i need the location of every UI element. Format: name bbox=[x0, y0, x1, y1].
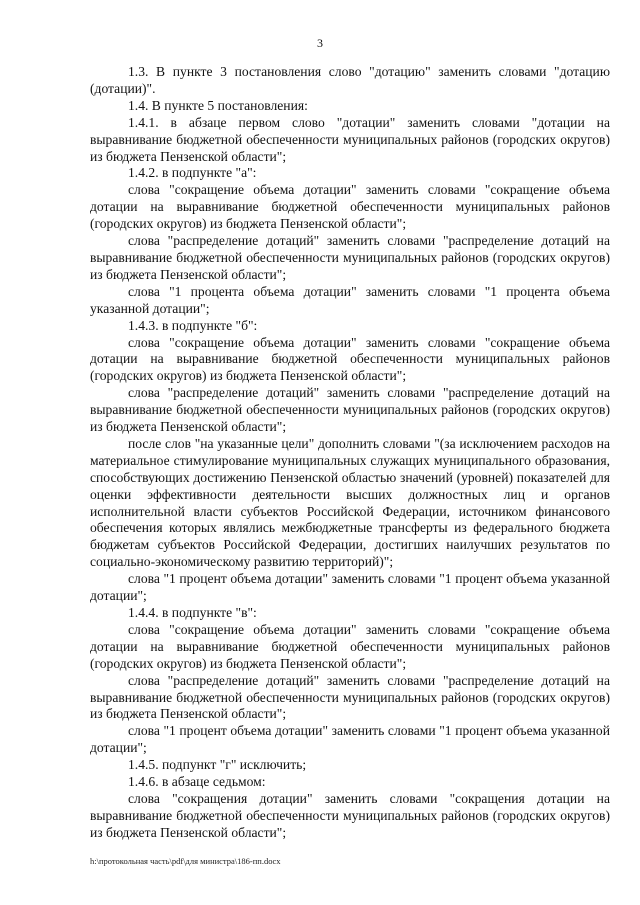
paragraph-text: слова "сокращение объема дотации" заменить словами "сокращение объема дотации на выравнивание бюджетной обеспеченности муниципальных районов (городских округов) из бюджета Пензенской области"; bbox=[90, 182, 610, 232]
paragraph-text: слова "распределение дотаций" заменить словами "распределение дотаций на выравнивание бюджетной обеспеченности муниципальных районов (городских округов) из бюджета Пензенской области"; bbox=[90, 233, 610, 282]
paragraph-text: слова "1 процент объема дотации" заменить словами "1 процент объема указанной дотации"; bbox=[90, 571, 610, 604]
paragraph-1-4-3: 1.4.3. в подпункте "б": bbox=[128, 317, 258, 333]
footer-file-path: h:\протокольная часть\pdf\для министра\186-пп.docx bbox=[90, 856, 281, 866]
paragraph-text: слова "сокращение объема дотации" заменить словами "сокращение объема дотации на выравнивание бюджетной обеспеченности муниципальных районов (городских округов) из бюджета Пензенской области"; bbox=[90, 621, 610, 671]
paragraph-text: слова "1 процент объема дотации" заменить словами "1 процент объема указанной дотации"; bbox=[90, 723, 610, 756]
paragraph-1-4-1: 1.4.1. в абзаце первом слово "дотации" заменить словами "дотации на выравнивание бюджетной обеспеченности муниципальных районов (городских округов) из бюджета Пензенской области"; bbox=[90, 114, 610, 164]
paragraph-1-4-6: 1.4.6. в абзаце седьмом: bbox=[128, 774, 266, 790]
paragraph-text: после слов "на указанные цели" дополнить словами "(за исключением расходов на материальное стимулирование муниципальных служащих муниципального образования, способствующих достижению Пензенской областью значений (уровней) показателей для оценки эффективности деятельности высших должностных лиц и органов исполнительной власти субъектов Российской Федерации, источником финансового обеспечения которых являлись межбюджетные трансферты из федерального бюджета бюджетам субъектов Российской Федерации, достигших наилучших результатов по социально-экономическому развитию территорий)"; bbox=[90, 435, 610, 570]
paragraph-1-4: 1.4. В пункте 5 постановления: bbox=[128, 97, 308, 113]
paragraph-text: слова "1 процента объема дотации" заменить словами "1 процента объема указанной дотации"; bbox=[90, 283, 610, 316]
paragraph-text: слова "распределение дотаций" заменить словами "распределение дотаций на выравнивание бюджетной обеспеченности муниципальных районов (городских округов) из бюджета Пензенской области"; bbox=[90, 672, 610, 722]
paragraph-1-4-4: 1.4.4. в подпункте "в": bbox=[128, 605, 257, 620]
paragraph-text: слова "сокращение объема дотации" заменить словами "сокращение объема дотации на выравнивание бюджетной обеспеченности муниципальных районов (городских округов) из бюджета Пензенской области"; bbox=[90, 334, 610, 384]
paragraph-1-4-2: 1.4.2. в подпункте "а": bbox=[128, 165, 257, 181]
paragraph-1-3: 1.3. В пункте 3 постановления слово "дотацию" заменить словами "дотацию (дотации)". bbox=[90, 64, 610, 96]
paragraph-text: слова "распределение дотаций" заменить словами "распределение дотаций на выравнивание бюджетной обеспеченности муниципальных районов (городских округов) из бюджета Пензенской области"; bbox=[90, 385, 610, 435]
page-number: 3 bbox=[317, 36, 323, 50]
document-body bbox=[90, 64, 610, 842]
paragraph-1-4-5: 1.4.5. подпункт "г" исключить; bbox=[128, 757, 307, 773]
paragraph-text: слова "сокращения дотации" заменить словами "сокращения дотации на выравнивание бюджетной обеспеченности муниципальных районов (городских округов) из бюджета Пензенской области"; bbox=[90, 790, 610, 840]
